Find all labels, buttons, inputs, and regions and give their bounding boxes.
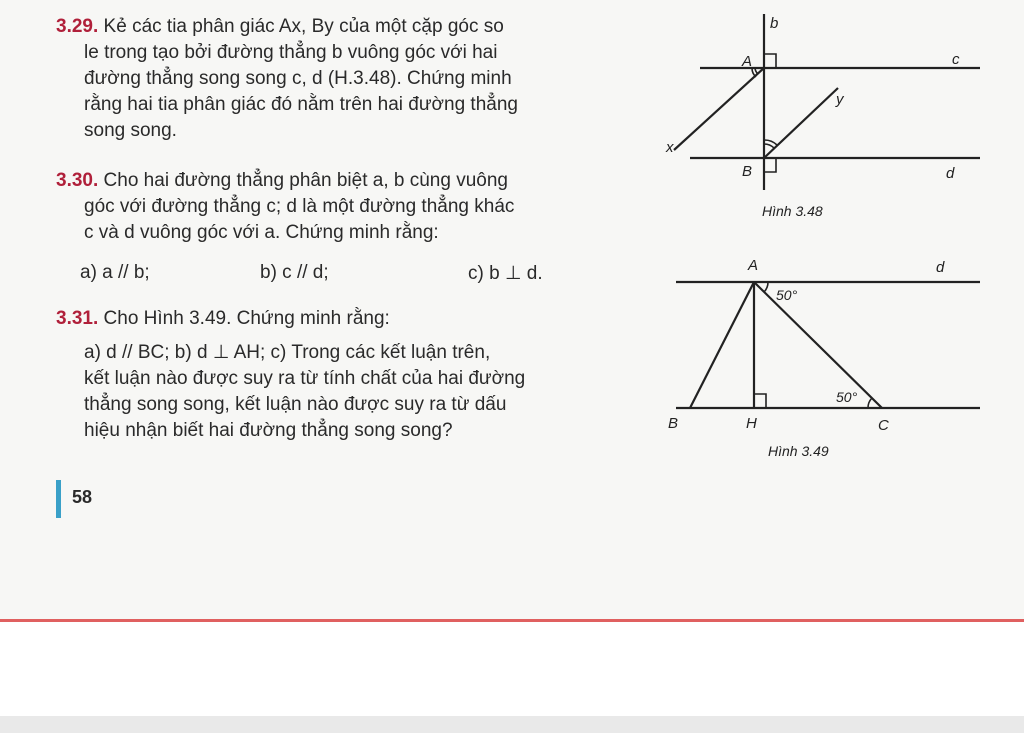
- exercise-line: le trong tạo bởi đường thẳng b vuông góc với hai: [84, 42, 498, 63]
- exercise-number: 3.31.: [56, 308, 99, 329]
- label-b: b: [770, 15, 779, 32]
- angle-arc-c: [868, 398, 872, 408]
- label-y: y: [836, 91, 844, 108]
- exercise-line: hiệu nhận biết hai đường thẳng song song?: [84, 420, 453, 441]
- figure-3-49: [660, 252, 990, 462]
- exercise-line: rằng hai tia phân giác đó nằm trên hai đường thẳng: [84, 94, 518, 115]
- angle-label-c: 50°: [836, 389, 858, 405]
- exercise-title: Cho Hình 3.49. Chứng minh rằng:: [103, 308, 390, 329]
- exercise-line: kết luận nào được suy ra từ tính chất của hai đường: [84, 368, 526, 389]
- figure-caption: Hình 3.49: [768, 443, 829, 459]
- exercise-number: 3.29.: [56, 16, 99, 37]
- label-point-c: C: [878, 417, 889, 434]
- right-angle-mark-h: [754, 394, 766, 408]
- exercise-line: Cho hai đường thẳng phân biệt a, b cùng vuông: [103, 170, 508, 191]
- label-point-b: B: [668, 415, 679, 432]
- angle-arc-b: [764, 144, 774, 148]
- exercise-line: c và d vuông góc với a. Chứng minh rằng:: [84, 222, 439, 243]
- option-c: c) b ⊥ d.: [468, 263, 543, 284]
- exercise-line: Kẻ các tia phân giác Ax, By của một cặp góc so: [103, 16, 504, 37]
- segment-ab: [690, 282, 754, 408]
- figure-caption: Hình 3.48: [762, 203, 823, 219]
- option-b: b) c // d;: [260, 262, 329, 283]
- segment-ac: [754, 282, 882, 408]
- angle-arc-a: [764, 282, 768, 292]
- exercise-3-31: [56, 306, 616, 444]
- option-a: a) a // b;: [80, 262, 150, 283]
- exercise-line: thẳng song song, kết luận nào được suy ra từ dấu: [84, 394, 507, 415]
- label-x: x: [666, 139, 674, 156]
- ray-ax: [674, 68, 764, 150]
- exercise-line: song song.: [84, 120, 177, 141]
- label-point-a: A: [742, 53, 753, 70]
- figure-3-48: [660, 8, 990, 223]
- exercise-3-30: [56, 168, 616, 246]
- bottom-bar: [0, 716, 1024, 733]
- angle-label-top: 50°: [776, 287, 798, 303]
- label-c: c: [952, 51, 960, 68]
- right-angle-mark-b: [764, 158, 776, 172]
- exercise-3-29: [56, 14, 616, 144]
- right-angle-mark-a: [764, 54, 776, 68]
- page-number-marker: [56, 480, 61, 518]
- label-point-a: A: [748, 257, 759, 274]
- label-point-h: H: [746, 415, 757, 432]
- exercise-line: góc với đường thẳng c; d là một đường thẳng khác: [84, 196, 515, 217]
- label-d: d: [936, 259, 945, 276]
- exercise-number: 3.30.: [56, 170, 99, 191]
- label-d: d: [946, 165, 955, 182]
- exercise-line: a) d // BC; b) d ⊥ AH; c) Trong các kết luận trên,: [84, 342, 491, 363]
- exercise-line: đường thẳng song song c, d (H.3.48). Chứng minh: [84, 68, 512, 89]
- label-point-b: B: [742, 163, 753, 180]
- ray-by: [764, 88, 838, 158]
- page-number: 58: [72, 487, 93, 507]
